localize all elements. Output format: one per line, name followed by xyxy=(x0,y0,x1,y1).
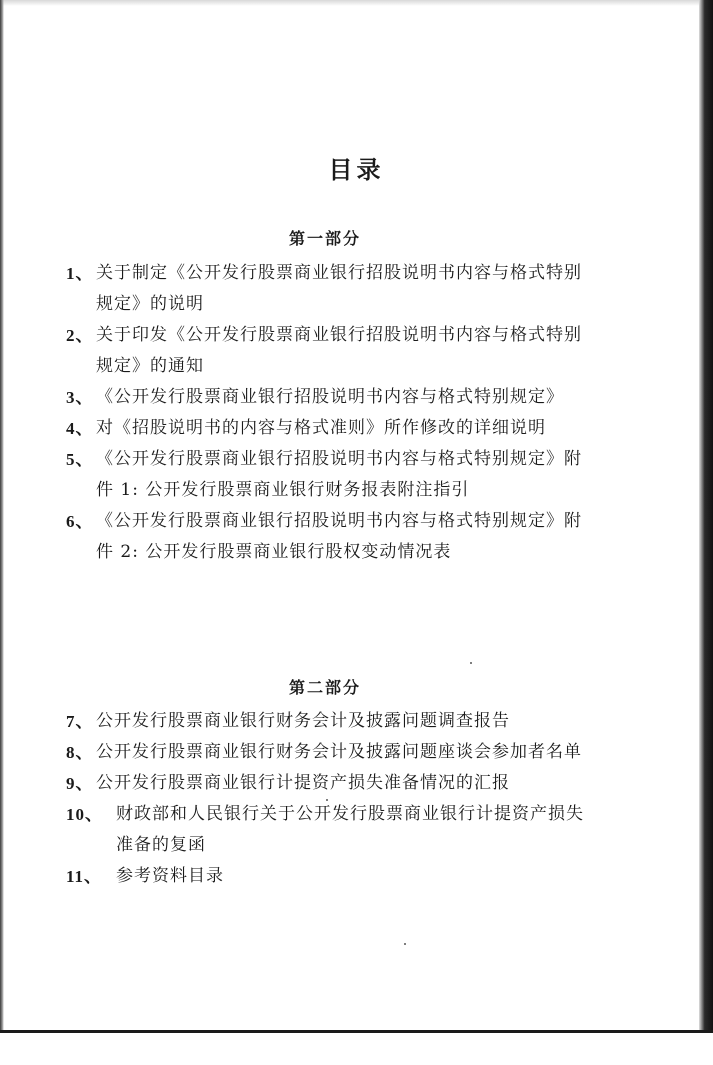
toc-item-number: 6、 xyxy=(66,512,94,531)
page-title: 目录 xyxy=(328,156,385,184)
toc-item-text: 财政部和人民银行关于公开发行股票商业银行计提资产损失准备的复函 xyxy=(116,804,584,855)
toc-item-8 xyxy=(66,737,586,768)
toc-item-number: 11、 xyxy=(66,867,103,886)
toc-item-text: 《公开发行股票商业银行招股说明书内容与格式特别规定》 xyxy=(96,387,564,407)
scan-speck xyxy=(470,662,472,664)
toc-item-number: 2、 xyxy=(66,326,94,345)
part1-heading: 第一部分 xyxy=(288,229,361,248)
scan-speck xyxy=(326,799,328,801)
toc-item-number: 1、 xyxy=(66,264,94,283)
part2-heading: 第二部分 xyxy=(288,678,361,697)
toc-item-3 xyxy=(66,382,586,413)
part1-toc-list xyxy=(66,258,586,568)
toc-item-6 xyxy=(66,506,586,568)
scan-speck xyxy=(404,943,406,945)
toc-item-number: 4、 xyxy=(66,419,94,438)
toc-item-5 xyxy=(66,444,586,506)
toc-item-1 xyxy=(66,258,586,320)
toc-item-number: 10、 xyxy=(66,805,103,824)
toc-item-11 xyxy=(66,861,586,892)
toc-item-text: 关于印发《公开发行股票商业银行招股说明书内容与格式特别规定》的通知 xyxy=(96,325,582,376)
toc-item-4 xyxy=(66,413,586,444)
toc-item-text: 公开发行股票商业银行财务会计及披露问题调查报告 xyxy=(96,711,510,731)
toc-item-2 xyxy=(66,320,586,382)
toc-item-7 xyxy=(66,706,586,737)
toc-item-9 xyxy=(66,768,586,799)
toc-item-number: 8、 xyxy=(66,743,94,762)
toc-item-number: 5、 xyxy=(66,450,94,469)
toc-item-text: 《公开发行股票商业银行招股说明书内容与格式特别规定》附件 2: 公开发行股票商业银行股权变动情况表 xyxy=(96,511,582,562)
toc-item-text: 公开发行股票商业银行财务会计及披露问题座谈会参加者名单 xyxy=(96,742,582,762)
toc-item-text: 参考资料目录 xyxy=(116,866,224,886)
toc-item-text: 《公开发行股票商业银行招股说明书内容与格式特别规定》附件 1: 公开发行股票商业银行财务报表附注指引 xyxy=(96,449,582,500)
toc-item-text: 公开发行股票商业银行计提资产损失准备情况的汇报 xyxy=(96,773,510,793)
toc-item-text: 关于制定《公开发行股票商业银行招股说明书内容与格式特别规定》的说明 xyxy=(96,263,582,314)
toc-item-number: 7、 xyxy=(66,712,94,731)
toc-item-10 xyxy=(66,799,586,861)
toc-item-number: 3、 xyxy=(66,388,94,407)
toc-item-number: 9、 xyxy=(66,774,94,793)
scan-edge-top xyxy=(0,0,713,6)
toc-item-text: 对《招股说明书的内容与格式准则》所作修改的详细说明 xyxy=(96,418,546,438)
scan-edge-bottom xyxy=(0,1030,713,1065)
